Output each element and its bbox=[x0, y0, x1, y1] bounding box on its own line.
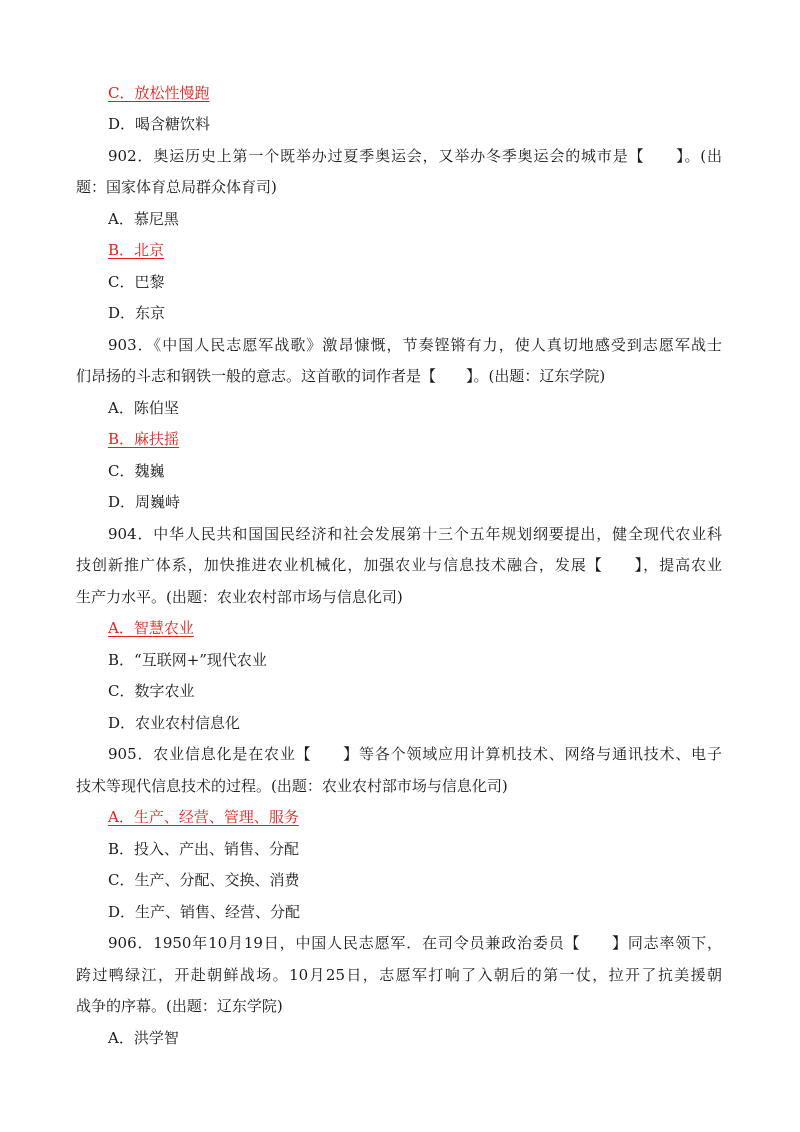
q906-stem-line-2: 跨过鸭绿江，开赴朝鲜战场。10月25日，志愿军打响了入朝后的第一仗，拉开了抗美援朝 bbox=[76, 966, 722, 984]
q905-stem-line-2: 技术等现代信息技术的过程。(出题：农业农村部市场与信息化司) bbox=[76, 777, 508, 795]
q902-stem-line-1: 902．奥运历史上第一个既举办过夏季奥运会，又举办冬季奥运会的城市是【 】。(出 bbox=[108, 147, 722, 165]
q904-option-b: B．“互联网+”现代农业 bbox=[108, 651, 267, 669]
q904-stem-line-2: 技创新推广体系，加快推进农业机械化，加强农业与信息技术融合，发展【 】，提高农业 bbox=[76, 556, 722, 574]
q905-option-d: D．生产、销售、经营、分配 bbox=[108, 903, 301, 921]
q905-option-b: B．投入、产出、销售、分配 bbox=[108, 840, 300, 858]
q905-option-a: A．生产、经营、管理、服务 bbox=[108, 808, 299, 826]
q906-option-a: A．洪学智 bbox=[108, 1029, 179, 1047]
q903-stem-line-2: 们昂扬的斗志和钢铁一般的意志。这首歌的词作者是【 】。(出题：辽东学院) bbox=[76, 367, 606, 385]
q906-stem-line-1: 906．1950年10月19日，中国人民志愿军．在司令员兼政治委员【 】同志率领下， bbox=[108, 934, 722, 952]
q903-option-a: A．陈伯坚 bbox=[108, 399, 179, 417]
q903-option-d: D．周巍峙 bbox=[108, 493, 181, 511]
q902-option-a: A．慕尼黑 bbox=[108, 210, 179, 228]
q903-option-c: C．魏巍 bbox=[108, 462, 165, 480]
q902-option-b: B．北京 bbox=[108, 241, 165, 259]
q904-option-c: C．数字农业 bbox=[108, 682, 195, 700]
q903-stem-line-1: 903．《中国人民志愿军战歌》激昂慷慨，节奏铿锵有力，使人真切地感受到志愿军战士 bbox=[108, 336, 722, 354]
q902-stem-line-2: 题：国家体育总局群众体育司) bbox=[76, 178, 277, 196]
q902-option-d: D．东京 bbox=[108, 304, 166, 322]
q906-stem-line-3: 战争的序幕。(出题：辽东学院) bbox=[76, 997, 283, 1015]
q902-option-c: C．巴黎 bbox=[108, 273, 165, 291]
q904-stem-line-3: 生产力水平。(出题：农业农村部市场与信息化司) bbox=[76, 588, 403, 606]
q905-stem-line-1: 905．农业信息化是在农业【 】等各个领域应用计算机技术、网络与通讯技术、电子 bbox=[108, 745, 722, 763]
q904-option-d: D．农业农村信息化 bbox=[108, 714, 241, 732]
q905-option-c: C．生产、分配、交换、消费 bbox=[108, 871, 300, 889]
q901-option-d: D．喝含糖饮料 bbox=[108, 115, 211, 133]
q904-option-a: A．智慧农业 bbox=[108, 619, 194, 637]
q904-stem-line-1: 904．中华人民共和国国民经济和社会发展第十三个五年规划纲要提出，健全现代农业科 bbox=[108, 525, 722, 543]
q903-option-b: B．麻扶摇 bbox=[108, 430, 180, 448]
q901-option-c: C．放松性慢跑 bbox=[108, 84, 210, 102]
